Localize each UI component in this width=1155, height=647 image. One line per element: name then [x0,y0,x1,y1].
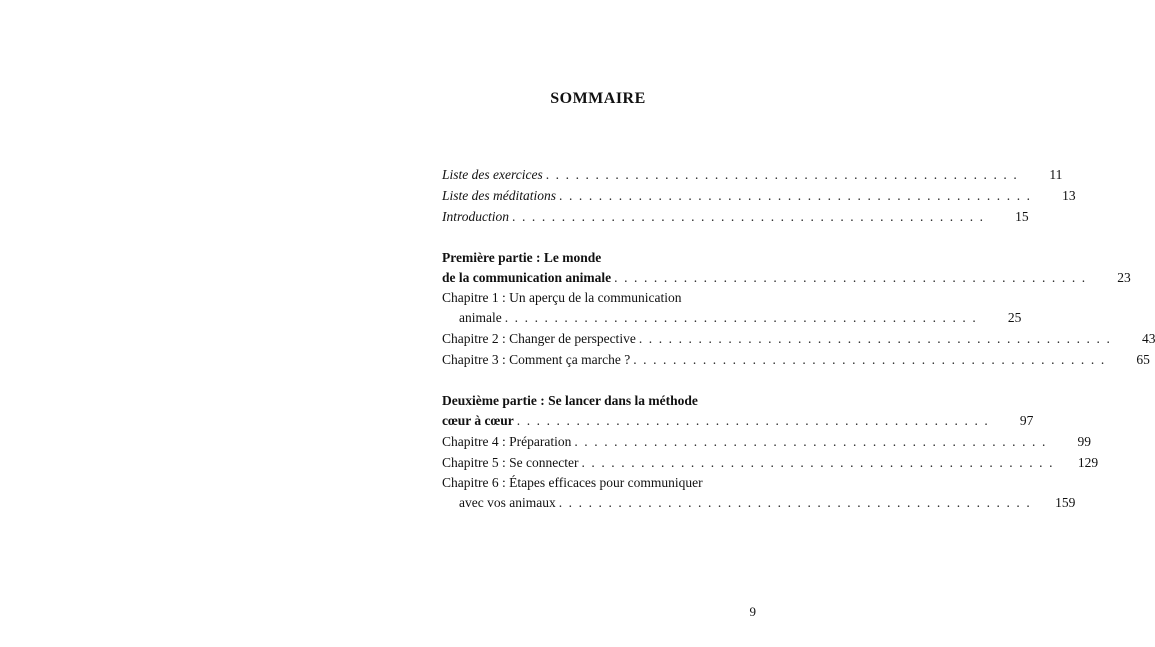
page-title: SOMMAIRE [550,90,646,107]
toc-entry-label: Introduction [442,209,509,224]
dot-leader: . . . . . . . . . . . . . . . . . . . . . . . . . . . . . . . . . . . . . . . . . . . . . . . . [559,188,1032,203]
dot-leader: . . . . . . . . . . . . . . . . . . . . . . . . . . . . . . . . . . . . . . . . . . . . . . . . [633,352,1106,367]
part-heading-line: Première partie : Le monde [442,250,602,265]
toc-chapter-1[interactable] [442,288,1022,328]
toc-part-2[interactable] [442,391,1034,431]
toc-page-number: 43 [1141,331,1155,346]
toc-chapter-4[interactable] [442,431,1091,452]
chapter-title-line: Chapitre 1 : Un aperçu de la communication [442,290,682,305]
toc-page-number: 65 [1136,352,1150,367]
chapter-title: Chapitre 5 : Se connecter [442,455,579,470]
dot-leader: . . . . . . . . . . . . . . . . . . . . . . . . . . . . . . . . . . . . . . . . . . . . . . . . [512,209,985,224]
toc-chapter-6[interactable] [442,473,1076,513]
toc-page-number: 97 [1019,413,1034,428]
dot-leader: . . . . . . . . . . . . . . . . . . . . . . . . . . . . . . . . . . . . . . . . . . . . . . . . [516,413,990,428]
dot-leader: . . . . . . . . . . . . . . . . . . . . . . . . . . . . . . . . . . . . . . . . . . . . . . . . [638,331,1112,346]
toc-chapter-2[interactable] [442,328,1155,349]
toc-chapter-5[interactable] [442,452,1099,473]
toc-page-number: 129 [1077,455,1099,470]
chapter-title-line: animale [459,310,502,325]
toc-entry-introduction[interactable] [442,206,1029,227]
toc-entry-label: Liste des exercices [442,167,543,182]
toc-part-1[interactable] [442,248,1131,288]
dot-leader: . . . . . . . . . . . . . . . . . . . . . . . . . . . . . . . . . . . . . . . . . . . . . . . . [581,455,1055,470]
toc-page-number: 23 [1117,270,1131,285]
dot-leader: . . . . . . . . . . . . . . . . . . . . . . . . . . . . . . . . . . . . . . . . . . . . . . . . [614,270,1087,285]
dot-leader: . . . . . . . . . . . . . . . . . . . . . . . . . . . . . . . . . . . . . . . . . . . . . . . . [545,167,1019,182]
dot-leader: . . . . . . . . . . . . . . . . . . . . . . . . . . . . . . . . . . . . . . . . . . . . . . . . [574,434,1047,449]
dot-leader: . . . . . . . . . . . . . . . . . . . . . . . . . . . . . . . . . . . . . . . . . . . . . . . . [504,310,978,325]
toc-page-number: 13 [1062,188,1076,203]
toc-page-number: 15 [1015,209,1029,224]
table-of-contents [442,164,1155,513]
part-heading-line: de la communication animale [442,270,612,285]
toc-page-number: 25 [1007,310,1022,325]
chapter-title: Chapitre 4 : Préparation [442,434,572,449]
toc-entry-label: Liste des méditations [442,188,556,203]
toc-page-number: 11 [1049,167,1063,182]
toc-chapter-3[interactable] [442,349,1150,370]
toc-page-number: 159 [1055,495,1076,510]
chapter-title: Chapitre 3 : Comment ça marche ? [442,352,631,367]
chapter-title-line: avec vos animaux [459,495,556,510]
toc-page-number: 99 [1077,434,1091,449]
toc-entry-meditations[interactable] [442,185,1076,206]
chapter-title: Chapitre 2 : Changer de perspective [442,331,636,346]
part-heading-line: cœur à cœur [442,413,514,428]
toc-entry-exercises[interactable] [442,164,1063,185]
chapter-title-line: Chapitre 6 : Étapes efficaces pour communiquer [442,475,703,490]
dot-leader: . . . . . . . . . . . . . . . . . . . . . . . . . . . . . . . . . . . . . . . . . . . . . . . . [558,495,1032,510]
part-heading-line: Deuxième partie : Se lancer dans la méthode [442,393,698,408]
page-number: 9 [749,604,756,619]
